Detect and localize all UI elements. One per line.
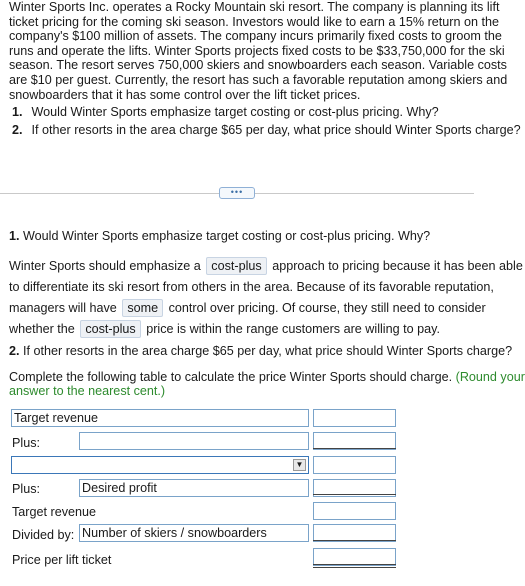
subtotal-line bbox=[313, 540, 396, 541]
answer1-heading: 1. Would Winter Sports emphasize target costing or cost-plus pricing. Why? bbox=[9, 229, 431, 243]
chevron-down-icon[interactable]: ▼ bbox=[293, 459, 306, 471]
answer1-line: Winter Sports should emphasize a cost-plus approach to pricing because it has been able bbox=[9, 259, 523, 273]
instructions: Complete the following table to calculate the price Winter Sports should charge. (Round your bbox=[9, 370, 525, 384]
question-list bbox=[12, 103, 521, 139]
target-revenue-label: Target revenue bbox=[12, 505, 97, 519]
divided-by-label: Divided by: bbox=[12, 528, 75, 542]
skiers-field: Number of skiers / snowboarders bbox=[79, 524, 309, 542]
question-item: 1. Would Winter Sports emphasize target costing or cost-plus pricing. Why? bbox=[12, 105, 439, 119]
answer1-line: managers will have some control over pricing. Of course, they still need to consider bbox=[9, 301, 486, 315]
subtotal-line bbox=[313, 448, 396, 449]
problem-line: company's $100 million of assets. The company incurs primarily fixed costs to groom the bbox=[9, 29, 502, 44]
target-revenue-label: Target revenue bbox=[14, 411, 99, 425]
problem-line: Winter Sports Inc. operates a Rocky Mountain ski resort. The company is planning its lift bbox=[9, 0, 500, 14]
problem-line: runs and operate the lifts. Winter Sports projects fixed costs to be $33,750,000 for the ski bbox=[9, 43, 505, 58]
pricing-approach-dropdown[interactable]: cost-plus bbox=[206, 257, 266, 275]
cost-select[interactable] bbox=[11, 456, 309, 474]
problem-line: ticket pricing for the coming ski season. Investors would like to earn a 15% return on the bbox=[9, 14, 500, 29]
expand-more-button[interactable]: ••• bbox=[219, 187, 255, 199]
price-label: Price per lift ticket bbox=[12, 553, 112, 567]
problem-line: are $10 per guest. Currently, the resort has such a favorable reputation among skiers and bbox=[9, 72, 508, 87]
answer1-line: to differentiate its ski resort from others in the area. Because of its favorable reputation, bbox=[9, 280, 494, 294]
target-revenue-input[interactable] bbox=[313, 409, 396, 427]
subtotal-line bbox=[313, 494, 396, 495]
cost-amount-input[interactable] bbox=[313, 456, 396, 474]
plus-item-input[interactable] bbox=[79, 432, 309, 450]
plus-label: Plus: bbox=[12, 482, 40, 496]
control-level-dropdown[interactable]: some bbox=[122, 299, 163, 317]
question-item: 2. If other resorts in the area charge $65 per day, what price should Winter Sports charge? bbox=[12, 123, 521, 137]
instructions-cont: answer to the nearest cent.) bbox=[9, 384, 166, 398]
plus-label: Plus: bbox=[12, 436, 40, 450]
price-type-dropdown[interactable]: cost-plus bbox=[80, 320, 140, 338]
answer2-heading: 2. If other resorts in the area charge $65 per day, what price should Winter Sports charge? bbox=[9, 344, 513, 358]
total-double-line bbox=[313, 564, 396, 568]
answer1-line: whether the cost-plus price is within the range customers are willing to pay. bbox=[9, 322, 440, 336]
problem-line: snowboarders that it has some control over the lift ticket prices. bbox=[9, 87, 361, 102]
problem-statement bbox=[9, 0, 508, 102]
target-revenue-total-input[interactable] bbox=[313, 502, 396, 520]
desired-profit-field: Desired profit bbox=[79, 479, 309, 497]
problem-line: season. The resort serves 750,000 skiers and snowboarders each season. Variable costs bbox=[9, 58, 507, 73]
